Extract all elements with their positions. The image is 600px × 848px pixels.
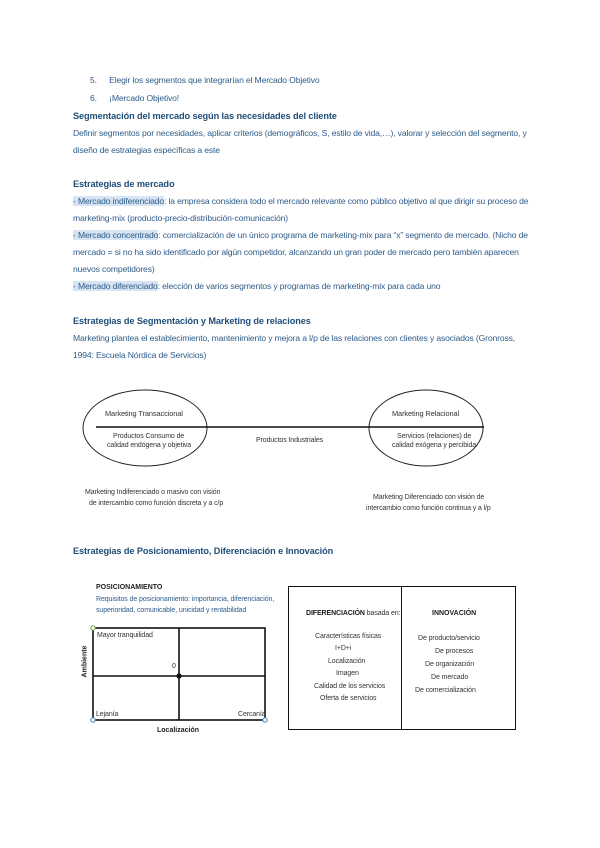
transactional-caption: Marketing Indiferenciado o masivo con visión: [85, 489, 221, 496]
x-axis-label: Localización: [157, 727, 200, 734]
relational-title: Marketing Relacional: [392, 409, 460, 418]
differentiation-item: Oferta de servicios: [320, 695, 377, 702]
highlighted-term: - Mercado concentrado: [73, 230, 159, 240]
paragraph-line: 1994: Escuela Nórdica de Servicios): [73, 350, 207, 360]
list-text: ¡Mercado Objetivo!: [109, 93, 180, 103]
paragraph-line: marketing-mix (producto-precio-distribución-comunicación): [73, 213, 288, 223]
differentiation-innovation-box: [288, 586, 516, 730]
term-definition: : elección de varios segmentos y programas de marketing-mix para cada uno: [157, 281, 441, 291]
paragraph-line: [73, 230, 528, 240]
highlighted-term: - Mercado indiferenciado: [73, 196, 164, 206]
relational-sub: Servicios (relaciones) de: [397, 433, 472, 440]
innovation-title: INNOVACIÓN: [432, 610, 477, 617]
highlighted-term: - Mercado diferenciado: [73, 281, 158, 291]
paragraph-line: Definir segmentos por necesidades, aplicar criterios (demográficos, S, estilo de vida,…), valorar y selección del segmento, y: [73, 128, 527, 138]
innovation-item: De organización: [425, 661, 475, 668]
list-text: Elegir los segmentos que integrarían el Mercado Objetivo: [109, 75, 320, 85]
transactional-sub: calidad endógena y objetiva: [107, 442, 192, 449]
innovation-item: De comercialización: [415, 687, 476, 694]
transactional-sub: Productos Consumo de: [113, 433, 185, 440]
map-corner-handle: [91, 626, 95, 630]
differentiation-item: Calidad de los servicios: [314, 683, 386, 690]
positioning-title: POSICIONAMIENTO: [96, 584, 163, 591]
differentiation-item: Características físicas: [315, 633, 382, 640]
origin-label: 0: [172, 663, 176, 670]
paragraph-line: [73, 281, 440, 291]
relational-caption: Marketing Diferenciado con visión de: [373, 494, 485, 501]
axis-end-label: Cercanía: [238, 711, 266, 718]
relational-ellipse: [369, 390, 483, 466]
transactional-title: Marketing Transaccional: [105, 409, 183, 418]
list-number: 5.: [90, 75, 97, 85]
paragraph-line: diseño de estrategias específicas a este: [73, 145, 220, 155]
list-item: [90, 75, 320, 85]
map-origin-dot: [176, 673, 181, 678]
innovation-item: De procesos: [435, 648, 474, 655]
differentiation-item: Localización: [328, 658, 366, 665]
paragraph-line: [73, 196, 528, 206]
box-divider: [401, 587, 402, 729]
map-corner-handle: [91, 718, 95, 722]
innovation-item: De mercado: [431, 674, 469, 681]
positioning-requirements: superioridad, comunicable, unicidad y rentabilidad: [96, 607, 247, 614]
paragraph-line: mercado = si no ha sido identificado por algún competidor, alcanzando un gran poder de mercado pero también aparecen: [73, 247, 519, 257]
differentiation-suffix: basada en:: [364, 610, 401, 617]
term-definition: : la empresa considera todo el mercado relevante como público objetivo al que dirigir su proceso de: [163, 196, 529, 206]
transactional-caption: de intercambio como función discreta y a c/p: [89, 500, 224, 507]
section-heading: Estrategias de Posicionamiento, Diferenciación e Innovación: [73, 546, 334, 556]
section-heading: Segmentación del mercado según las necesidades del cliente: [73, 111, 337, 121]
map-frame: [93, 628, 265, 720]
relational-caption: intercambio como función continua y a l/p: [366, 505, 491, 512]
section-heading: Estrategias de mercado: [73, 179, 175, 189]
center-label: Productos Industriales: [256, 437, 324, 444]
innovation-item: De producto/servicio: [418, 635, 480, 642]
quadrant-label: Mayor tranquilidad: [97, 632, 153, 639]
differentiation-item: Imagen: [336, 670, 359, 677]
transactional-ellipse: [83, 390, 207, 466]
paragraph-line: Marketing plantea el establecimiento, mantenimiento y mejora a l/p de las relaciones con clientes y asociados (Gronross,: [73, 333, 515, 343]
positioning-requirements: Requisitos de posicionamiento: importancia, diferenciación,: [96, 596, 275, 603]
differentiation-title: [306, 610, 400, 617]
differentiation-item: I+D+i: [335, 645, 352, 652]
differentiation-label: DIFERENCIACIÓN: [306, 610, 365, 617]
list-item: [90, 93, 179, 103]
section-heading: Estrategias de Segmentación y Marketing de relaciones: [73, 316, 311, 326]
axis-end-label: Lejanía: [96, 711, 119, 718]
map-corner-handle: [263, 718, 267, 722]
list-number: 6.: [90, 93, 97, 103]
y-axis-label: Ambiente: [81, 645, 89, 678]
relational-sub: calidad exógena y percibida: [392, 442, 477, 449]
paragraph-line: nuevos competidores): [73, 264, 155, 274]
term-definition: : comercialización de un único programa de marketing-mix para “x” segmento de mercado. (Nicho de: [158, 230, 528, 240]
